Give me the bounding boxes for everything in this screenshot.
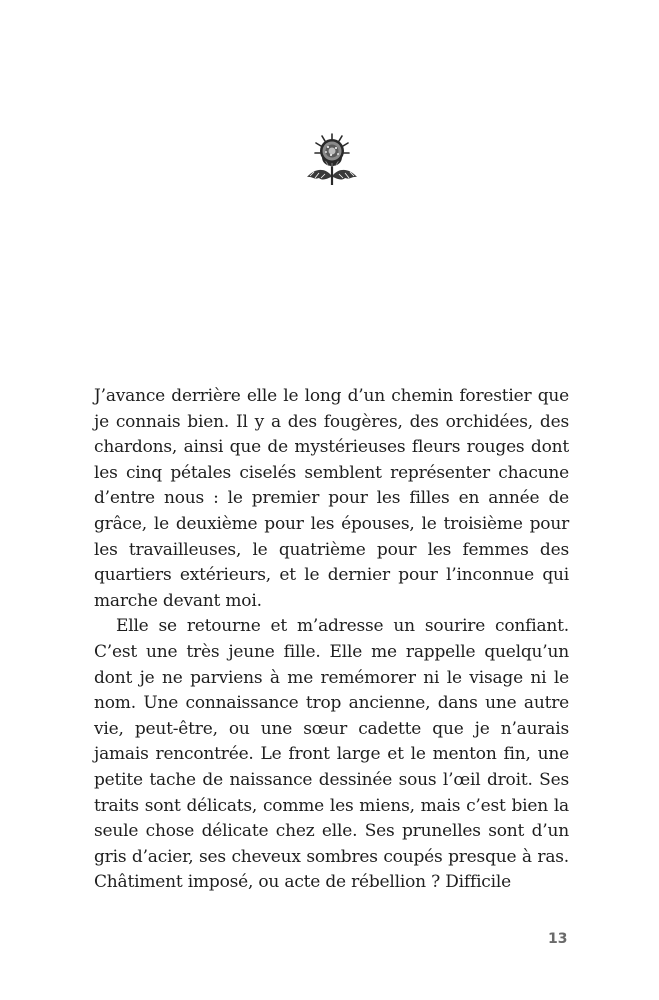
body-text — [94, 384, 569, 896]
thistle-icon — [300, 127, 364, 191]
page-number: 13 — [548, 931, 568, 947]
paragraph: Elle se retourne et m’adresse un sourire confiant. C’est une très jeune fille. Elle me rappelle quelqu’un dont je ne parviens à me remémorer ni le visage ni le nom. Une connaissance trop ancienne, dans une autre vie, peut-être, ou une sœur cadette que je n’aurais jamais rencontrée. Le front large et le menton fin, une petite tache de naissance dessinée sous l’œil droit. Ses traits sont délicats, comme les miens, mais c’est bien la seule chose délicate chez elle. Ses prunelles sont d’un gris d’acier, ses cheveux sombres coupés presque à ras. Châtiment imposé, ou acte de rébellion ? Difficile — [94, 616, 569, 893]
paragraph: J’avance derrière elle le long d’un chemin forestier que je connais bien. Il y a des fougères, des orchidées, des chardons, ainsi que de mystérieuses fleurs rouges dont les cinq pétales ciselés semblent représenter chacune d’entre nous : le premier pour les filles en année de grâce, le deuxième pour les épouses, le troisième pour les travailleuses, le quatrième pour les femmes des quartiers extérieurs, et le dernier pour l’inconnue qui marche devant moi. — [94, 386, 569, 611]
